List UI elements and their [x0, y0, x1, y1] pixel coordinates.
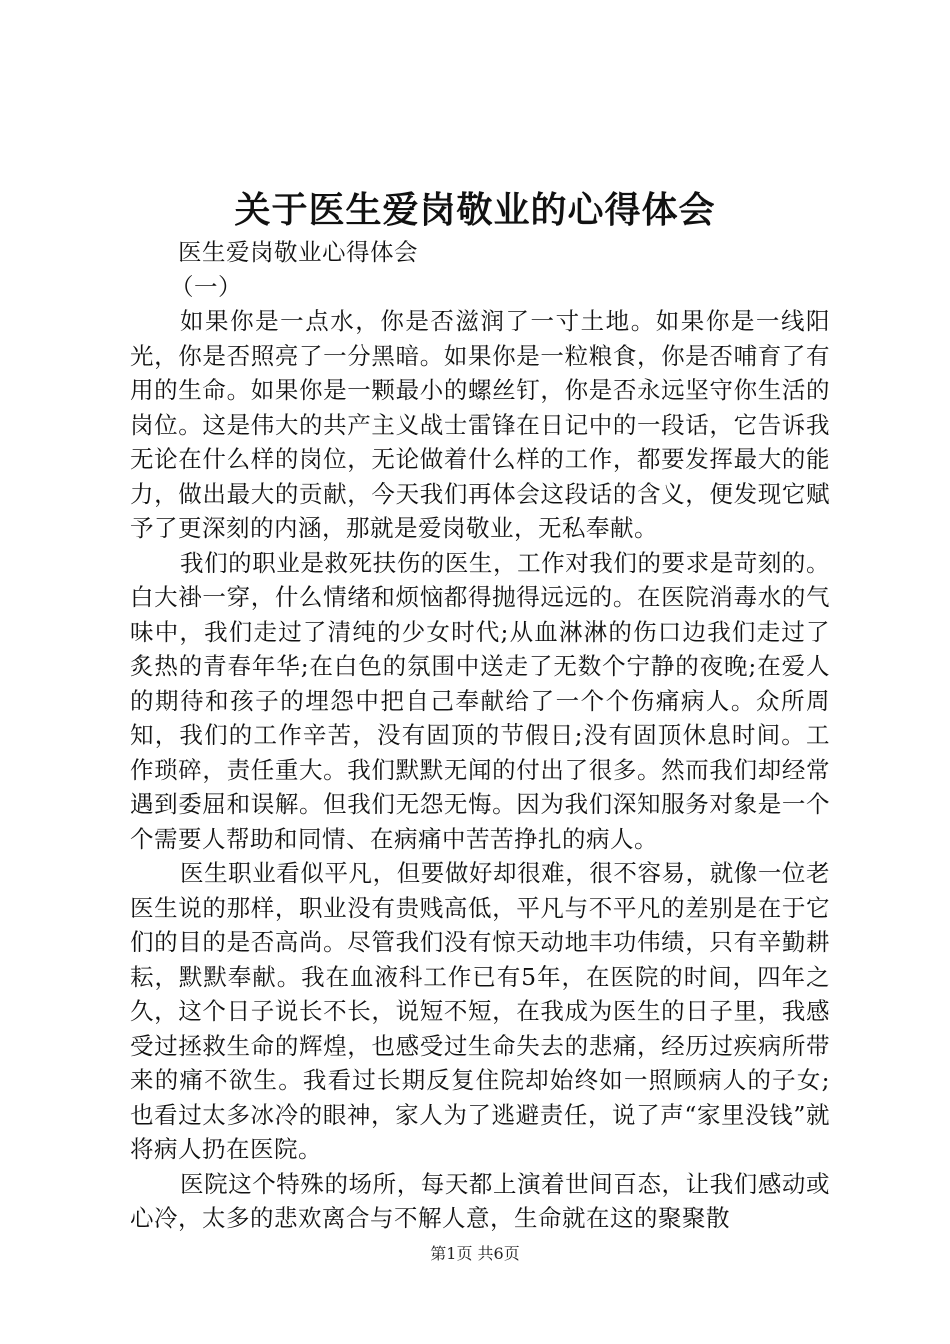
- paragraph-3: 医生职业看似平凡，但要做好却很难，很不容易，就像一位老医生说的那样，职业没有贵贱高低，平凡与不平凡的差别是在于它们的目的是否高尚。尽管我们没有惊天动地丰功伟绩，只有辛勤耕耘，默默奉献。我在血液科工作已有5年，在医院的时间，四年之久，这个日子说长不长，说短不短，在我成为医生的日子里，我感受过拯救生命的辉煌，也感受过生命失去的悲痛，经历过疾病所带来的痛不欲生。我看过长期反复住院却始终如一照顾病人的子女;也看过太多冰冷的眼神，家人为了逃避责任，说了声“家里没钱”就将病人扔在医院。: [130, 859, 830, 1163]
- page-footer: 第1页 共6页: [430, 1244, 520, 1263]
- paragraph-4: 医院这个特殊的场所，每天都上演着世间百态，让我们感动或心冷，太多的悲欢离合与不解人意，生命就在这的聚聚散: [130, 1169, 830, 1232]
- paragraph-1: 如果你是一点水，你是否滋润了一寸土地。如果你是一线阳光，你是否照亮了一分黑暗。如果你是一粒粮食，你是否哺育了有用的生命。如果你是一颗最小的螺丝钉，你是否永远坚守你生活的岗位。这是伟大的共产主义战士雷锋在日记中的一段话，它告诉我无论在什么样的岗位，无论做着什么样的工作，都要发挥最大的能力，做出最大的贡献，今天我们再体会这段话的含义，便发现它赋予了更深刻的内涵，那就是爱岗敬业，无私奉献。: [130, 307, 830, 542]
- document-body: [130, 235, 830, 1236]
- paragraph-2: 我们的职业是救死扶伤的医生，工作对我们的要求是苛刻的。白大褂一穿，什么情绪和烦恼都得抛得远远的。在医院消毒水的气味中，我们走过了清纯的少女时代;从血淋淋的伤口边我们走过了炙热的青春年华;在白色的氛围中送走了无数个宁静的夜晚;在爱人的期待和孩子的埋怨中把自己奉献给了一个个伤痛病人。众所周知，我们的工作辛苦，没有固顶的节假日;没有固顶休息时间。工作琐碎，责任重大。我们默默无闻的付出了很多。然而我们却经常遇到委屈和误解。但我们无怨无悔。因为我们深知服务对象是一个个需要人帮助和同情、在病痛中苦苦挣扎的病人。: [130, 548, 830, 853]
- document-title: 关于医生爱岗敬业的心得体会: [234, 189, 716, 231]
- document-subtitle: 医生爱岗敬业心得体会: [178, 238, 418, 266]
- section-number: （一）: [170, 272, 242, 301]
